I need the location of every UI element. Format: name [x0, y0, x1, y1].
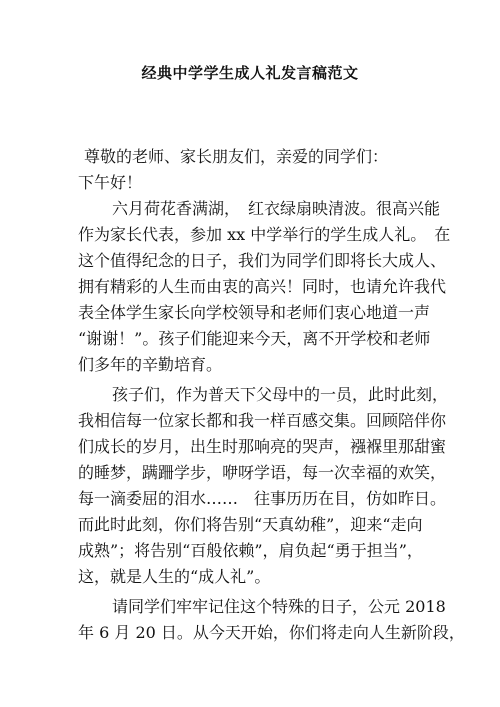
- paragraph-line: 的睡梦，蹒跚学步，咿呀学语，每一次幸福的欢笑，: [78, 463, 447, 482]
- paragraph-line: “谢谢！”。孩子们能迎来今天，离不开学校和老师: [78, 329, 431, 348]
- paragraph-line: 这，就是人生的“成人礼”。: [78, 567, 271, 586]
- paragraph-line: 作为家长代表，参加 xx 中学举行的学生成人礼。 在: [78, 225, 451, 244]
- paragraph-line: 六月荷花香满湖， 红衣绿扇映清波。很高兴能: [112, 199, 441, 218]
- salutation-line: 尊敬的老师、家长朋友们，亲爱的同学们：: [84, 147, 389, 166]
- paragraph-line: 孩子们，作为普天下父母中的一员，此时此刻，: [112, 385, 449, 404]
- paragraph-line: 这个值得纪念的日子，我们为同学们即将长大成人、: [78, 251, 447, 270]
- paragraph-3: [78, 594, 465, 646]
- paragraph-line: 们多年的辛勤培育。: [78, 355, 223, 374]
- paragraph-line: 表全体学生家长向学校领导和老师们衷心地道一声: [78, 303, 431, 322]
- paragraph-line: 每一滴委屈的泪水…… 往事历历在目，仿如昨日。: [78, 489, 447, 508]
- greeting-line: 下午好！: [78, 173, 143, 192]
- paragraph-line: 而此时此刻，你们将告别“天真幼稚”，迎来“走向: [78, 515, 423, 534]
- paragraph-line: 年 6 月 20 日。从今天开始，你们将走向人生新阶段，: [78, 623, 465, 642]
- document-title: 经典中学学生成人礼发言稿范文: [141, 64, 359, 82]
- paragraph-2: [78, 382, 449, 590]
- paragraph-line: 请同学们牢牢记住这个特殊的日子，公元 2018: [112, 597, 446, 616]
- paragraph-line: 成熟”；将告别“百般依赖”，肩负起“勇于担当”，: [78, 541, 423, 560]
- paragraph-line: 拥有精彩的人生而由衷的高兴！同时，也请允许我代: [78, 277, 447, 296]
- document-body: [78, 144, 465, 646]
- paragraph-1: [78, 196, 451, 378]
- paragraph-line: 们成长的岁月，出生时那响亮的哭声，襁褓里那甜蜜: [78, 437, 447, 456]
- paragraph-line: 我相信每一位家长都和我一样百感交集。回顾陪伴你: [78, 411, 447, 430]
